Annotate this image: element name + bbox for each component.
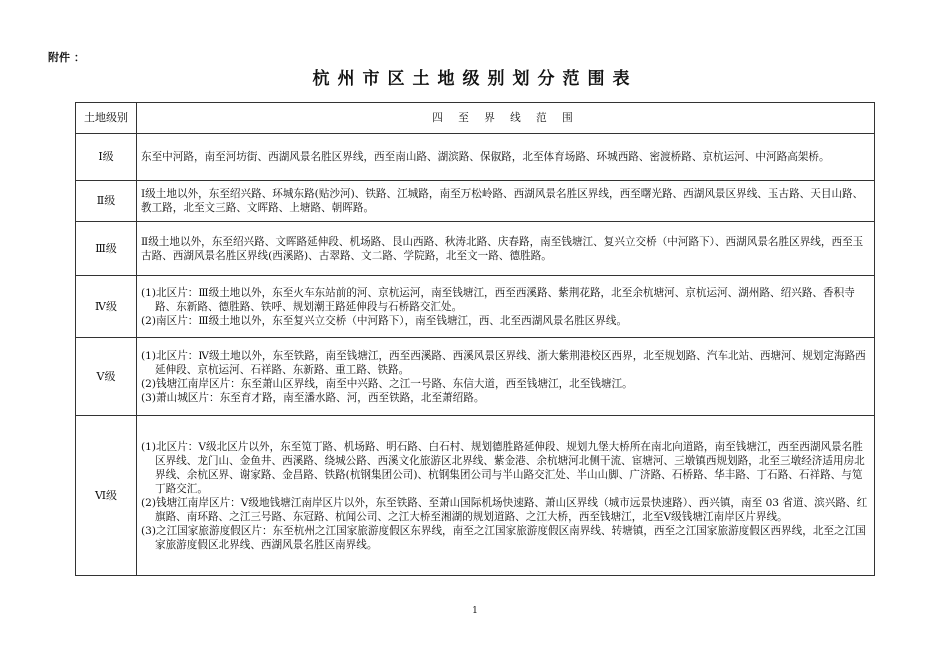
range-cell xyxy=(137,181,875,222)
table-row xyxy=(76,416,875,576)
range-line: (1)北区片：Ⅴ级北区片以外，东至笕丁路、机场路、明石路、白石村、规划德胜路延伸段、规划九堡大桥所在南北向道路，南至钱塘江，西至西湖风景名胜区界线、龙门山、金鱼井、西溪路、绕城公路、西溪文化旅游区北界线、紫金港、余杭塘河北侧干流、宦塘河、三墩镇西规划路，北至三墩经济适用房北界线、余杭区界、谢家路、金昌路、铁路(杭钢集团公司)、杭钢集团公司与半山路交汇处、半山山脚、广济路、石桥路、华丰路、丁石路、石祥路、与笕丁路交汇。 xyxy=(141,440,865,495)
range-line: (3)萧山城区片：东至育才路，南至潘水路、河，西至铁路，北至萧绍路。 xyxy=(141,391,485,404)
range-line: Ⅱ级土地以外，东至绍兴路、文晖路延伸段、机场路、艮山西路、秋涛北路、庆春路，南至钱塘江、复兴立交桥（中河路下）、西湖风景名胜区界线，西至玉古路、西湖风景名胜区界线(西溪路)、古翠路、文二路、学院路，北至文一路、德胜路。 xyxy=(141,235,864,262)
table-row xyxy=(76,181,875,222)
level-cell: Ⅰ级 xyxy=(76,134,137,181)
level-cell: Ⅴ级 xyxy=(76,338,137,416)
level-cell: Ⅳ级 xyxy=(76,276,137,338)
range-cell xyxy=(137,338,875,416)
level-cell: Ⅵ级 xyxy=(76,416,137,576)
range-line: (2)钱塘江南岸区片：Ⅴ级地钱塘江南岸区片以外，东至铁路、至萧山国际机场快速路、萧山区界线（城市远景快速路）、西兴镇，南至 03 省道、滨兴路、红旗路、南环路、之江三号路、东冠路、杭闻公司、之江大桥至湘湖的规划道路、之江大桥，西至钱塘江，北至Ⅴ级钱塘江南岸区片界线。 xyxy=(141,496,868,523)
range-line: (1)北区片：Ⅲ级土地以外，东至火车东站前的河、京杭运河，南至钱塘江，西至西溪路、紫荆花路，北至余杭塘河、京杭运河、湖州路、绍兴路、香积寺路、东新路、德胜路、铁呼、规划潮王路延伸段与石桥路交汇处。 xyxy=(141,286,855,313)
table-row xyxy=(76,222,875,276)
range-line: Ⅰ级土地以外，东至绍兴路、环城东路(贴沙河)、铁路、江城路，南至万松岭路、西湖风景名胜区界线，西至曙光路、西湖风景区界线、玉古路、天目山路、教工路，北至文三路、文晖路、上塘路、朝晖路。 xyxy=(141,188,864,214)
level-cell: Ⅲ级 xyxy=(76,222,137,276)
range-line: (1)北区片：Ⅳ级土地以外，东至铁路，南至钱塘江，西至西溪路、西溪风景区界线、浙大紫荆港校区西界，北至规划路、汽车北站、西塘河、规划定海路西延伸段、京杭运河、石祥路、东新路、重工路、铁路。 xyxy=(141,349,866,376)
range-line: (2)南区片：Ⅲ级土地以外，东至复兴立交桥（中河路下），南至钱塘江，西、北至西湖风景名胜区界线。 xyxy=(141,314,628,327)
land-grade-table xyxy=(75,102,875,576)
page-title: 杭州市区土地级别划分范围表 xyxy=(312,69,638,89)
range-cell xyxy=(137,222,875,276)
range-cell xyxy=(137,134,875,181)
range-cell xyxy=(137,416,875,576)
table-header-row xyxy=(76,103,875,134)
table-row xyxy=(76,134,875,181)
table-row xyxy=(76,276,875,338)
range-line: (3)之江国家旅游度假区片：东至杭州之江国家旅游度假区东界线，南至之江国家旅游度假区南界线、转塘镇，西至之江国家旅游度假区西界线，北至之江国家旅游度假区北界线、西湖风景名胜区南界线。 xyxy=(141,524,866,551)
range-cell xyxy=(137,276,875,338)
level-cell: Ⅱ级 xyxy=(76,181,137,222)
attachment-label: 附件 ： xyxy=(48,51,85,64)
table-row xyxy=(76,338,875,416)
page-number: 1 xyxy=(472,606,478,616)
range-line: (2)钱塘江南岸区片：东至萧山区界线，南至中兴路、之江一号路、东信大道，西至钱塘江，北至钱塘江。 xyxy=(141,377,633,390)
header-range: 四 至 界 线 范 围 xyxy=(137,103,875,134)
header-level: 土地级别 xyxy=(76,103,137,134)
range-line: 东至中河路，南至河坊街、西湖风景名胜区界线，西至南山路、湖滨路、保俶路，北至体育场路、环城西路、密渡桥路、京杭运河、中河路高架桥。 xyxy=(141,151,830,163)
